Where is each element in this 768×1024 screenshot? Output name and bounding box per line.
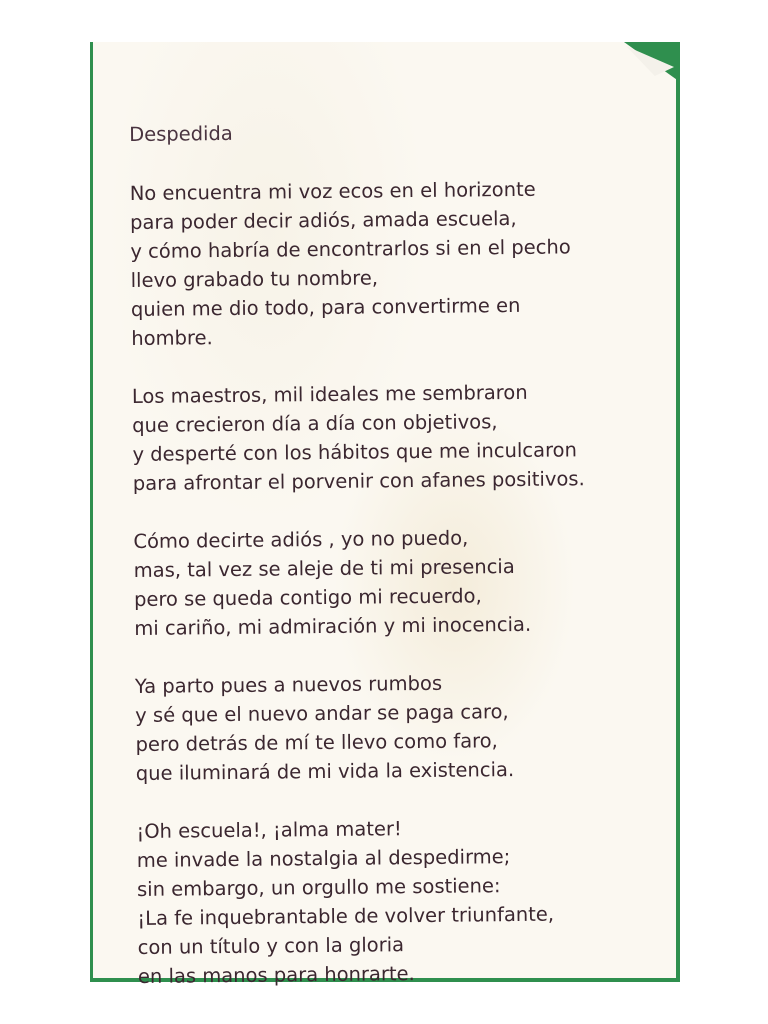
poem-line: ¡Oh escuela!, ¡alma mater!: [136, 817, 402, 843]
stanza-2: [132, 377, 653, 498]
stanza-3: [133, 522, 654, 643]
poem: [129, 115, 658, 1020]
poem-line: que iluminará de mi vida la existencia.: [135, 758, 515, 785]
poem-line: llevo grabado tu nombre,: [130, 266, 379, 292]
poem-line: No encuentra mi voz ecos en el horizonte: [129, 177, 536, 205]
poem-line: y sé que el nuevo andar se paga caro,: [135, 700, 509, 727]
poem-line: para poder decir adiós, amada escuela,: [129, 206, 517, 234]
poem-line: para afrontar el porvenir con afanes positivos.: [132, 467, 585, 495]
poem-line: pero se queda contigo mi recuerdo,: [133, 584, 482, 611]
poem-title: Despedida: [129, 121, 233, 146]
poem-line: sin embargo, un orgullo me sostiene:: [136, 874, 501, 901]
poem-line: pero detrás de mí te llevo como faro,: [135, 729, 498, 756]
poem-line: y cómo habría de encontrarlos si en el pecho: [130, 235, 571, 263]
poem-line: Ya parto pues a nuevos rumbos: [134, 671, 443, 698]
poem-line: Cómo decirte adiós , yo no puedo,: [133, 526, 469, 553]
poem-line: quien me dio todo, para convertirme en: [130, 293, 521, 321]
poem-line: ¡La fe inquebrantable de volver triunfante,: [137, 902, 555, 930]
stanza-1: [130, 174, 652, 353]
stanza-5: [136, 812, 658, 991]
stanza-4: [135, 667, 656, 788]
poem-line: mas, tal vez se aleje de ti mi presencia: [133, 554, 515, 582]
poem-line: mi cariño, mi admiración y mi inocencia.: [134, 612, 532, 640]
poem-line: me invade la nostalgia al despedirme;: [136, 845, 511, 872]
poem-line: Los maestros, mil ideales me sembraron: [131, 380, 528, 408]
poem-line: hombre.: [131, 326, 213, 350]
paper-sheet: [90, 42, 680, 988]
poem-line: que crecieron día a día con objetivos,: [132, 410, 498, 437]
poem-line: en las manos para honrarte.: [137, 962, 415, 988]
poem-line: y desperté con los hábitos que me inculcaron: [132, 438, 578, 466]
poem-line: con un título y con la gloria: [137, 933, 405, 959]
